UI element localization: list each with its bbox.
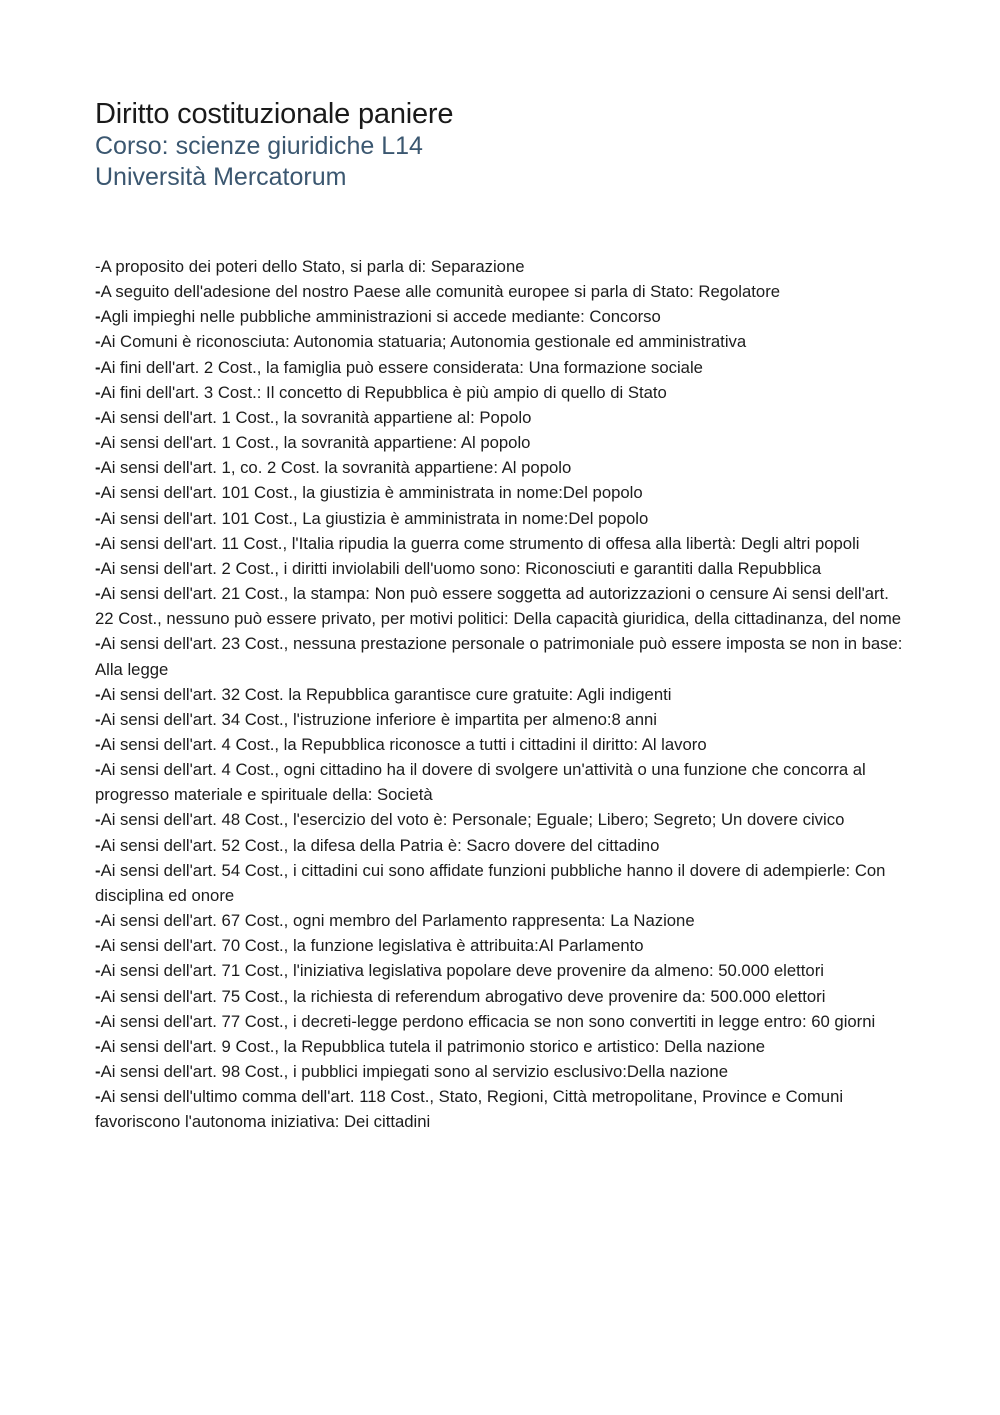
entry-text: Ai sensi dell'art. 21 Cost., la stampa: Non può essere soggetta ad autorizzazioni o censure Ai sensi dell'art. 22 Cost., nessuno può essere privato, per motivi politici: Della capacità giuridica, della cittadinanza, del nome [95, 584, 902, 629]
list-item [95, 1084, 907, 1134]
entry-dash: - [95, 584, 101, 604]
entry-dash: - [95, 684, 101, 704]
entry-text: Ai sensi dell'art. 98 Cost., i pubblici impiegati sono al servizio esclusivo:Della nazione [100, 1062, 728, 1081]
entry-text: Ai sensi dell'art. 4 Cost., la Repubblica riconosce a tutti i cittadini il diritto: Al lavoro [100, 734, 707, 754]
list-item [95, 581, 907, 631]
entry-text: A seguito dell'adesione del nostro Paese alle comunità europee si parla di Stato: Regolatore [100, 282, 781, 302]
entry-dash: - [95, 257, 101, 276]
entry-dash: - [95, 1011, 101, 1031]
list-item [95, 933, 907, 958]
list-item [95, 1059, 907, 1084]
entry-text: Ai sensi dell'art. 48 Cost., l'esercizio del voto è: Personale; Eguale; Libero; Segreto; Un dovere civico [100, 810, 845, 830]
entry-dash: - [95, 458, 101, 478]
entry-dash: - [95, 760, 101, 780]
entry-text: Ai sensi dell'art. 54 Cost., i cittadini cui sono affidate funzioni pubbliche hanno il dovere di adempierle: Con disciplina ed onore [95, 860, 886, 905]
entry-dash: - [95, 282, 101, 302]
entry-dash: - [95, 558, 101, 578]
entry-dash: - [95, 835, 101, 855]
list-item [95, 707, 907, 732]
entry-text: Ai sensi dell'art. 1 Cost., la sovranità appartiene: Al popolo [100, 433, 531, 453]
list-item [95, 958, 907, 983]
entry-text: Ai sensi dell'art. 32 Cost. la Repubblica garantisce cure gratuite: Agli indigenti [100, 684, 672, 704]
list-item [95, 506, 907, 531]
entry-text: Ai sensi dell'art. 101 Cost., La giustizia è amministrata in nome:Del popolo [100, 508, 649, 528]
list-item [95, 807, 907, 832]
entry-dash: - [95, 709, 101, 729]
document-title: Diritto costituzionale paniere [95, 98, 454, 130]
list-item [95, 908, 907, 933]
entry-dash: - [95, 533, 101, 553]
list-item [95, 1034, 907, 1059]
question-answer-list [95, 254, 907, 1134]
entry-dash: - [95, 508, 101, 528]
entry-text: Ai fini dell'art. 2 Cost., la famiglia può essere considerata: Una formazione sociale [100, 357, 703, 377]
list-item [95, 682, 907, 707]
course-subtitle: Corso: scienze giuridiche L14 [95, 132, 423, 160]
list-item [95, 304, 907, 329]
list-item [95, 833, 907, 858]
entry-text: Ai sensi dell'art. 70 Cost., la funzione legislativa è attribuita:Al Parlamento [100, 936, 644, 956]
entry-text: Ai sensi dell'art. 1 Cost., la sovranità appartiene al: Popolo [100, 407, 532, 427]
entry-text: Agli impieghi nelle pubbliche amministrazioni si accede mediante: Concorso [100, 307, 661, 327]
list-item [95, 254, 907, 279]
entry-text: Ai sensi dell'art. 1, co. 2 Cost. la sovranità appartiene: Al popolo [100, 458, 572, 478]
list-item [95, 1009, 907, 1034]
entry-dash: - [95, 634, 101, 654]
entry-text: Ai sensi dell'art. 71 Cost., l'iniziativa legislativa popolare deve provenire da almeno: 50.000 elettori [100, 961, 824, 981]
entry-text: Ai sensi dell'art. 75 Cost., la richiesta di referendum abrogativo deve provenire da: 500.000 elettori [100, 986, 826, 1006]
list-item [95, 279, 907, 304]
entry-dash: - [95, 483, 101, 503]
list-item [95, 480, 907, 505]
entry-dash: - [95, 734, 101, 754]
entry-dash: - [95, 936, 101, 956]
entry-dash: - [95, 860, 101, 880]
list-item [95, 329, 907, 354]
list-item [95, 430, 907, 455]
list-item [95, 405, 907, 430]
document-header [95, 97, 915, 193]
entry-text: Ai sensi dell'art. 101 Cost., la giustizia è amministrata in nome:Del popolo [100, 483, 643, 503]
entry-text: Ai sensi dell'ultimo comma dell'art. 118 Cost., Stato, Regioni, Città metropolitane, Province e Comuni favoriscono l'autonoma iniziativa: Dei cittadini [95, 1087, 844, 1132]
entry-dash: - [95, 357, 101, 377]
list-item [95, 732, 907, 757]
entry-dash: - [95, 911, 101, 931]
entry-text: Ai sensi dell'art. 11 Cost., l'Italia ripudia la guerra come strumento di offesa alla libertà: Degli altri popoli [100, 533, 860, 553]
entry-dash: - [95, 332, 101, 352]
entry-text: Ai sensi dell'art. 34 Cost., l'istruzione inferiore è impartita per almeno:8 anni [100, 709, 657, 729]
list-item [95, 455, 907, 480]
entry-dash: - [95, 1062, 101, 1081]
list-item [95, 556, 907, 581]
list-item [95, 757, 907, 807]
entry-text: Ai fini dell'art. 3 Cost.: Il concetto di Repubblica è più ampio di quello di Stato [100, 382, 667, 402]
list-item [95, 355, 907, 380]
list-item [95, 984, 907, 1009]
entry-dash: - [95, 986, 101, 1006]
list-item [95, 531, 907, 556]
entry-text: Ai sensi dell'art. 52 Cost., la difesa della Patria è: Sacro dovere del cittadino [100, 835, 660, 855]
entry-text: A proposito dei poteri dello Stato, si parla di: Separazione [100, 257, 525, 276]
entry-text: Ai Comuni è riconosciuta: Autonomia statuaria; Autonomia gestionale ed amministrativa [100, 332, 747, 352]
list-item [95, 858, 907, 908]
entry-dash: - [95, 961, 101, 981]
entry-dash: - [95, 407, 101, 427]
entry-text: Ai sensi dell'art. 4 Cost., ogni cittadino ha il dovere di svolgere un'attività o una funzione che concorra al progresso materiale e spirituale della: Società [95, 760, 866, 805]
entry-text: Ai sensi dell'art. 67 Cost., ogni membro del Parlamento rappresenta: La Nazione [100, 911, 695, 931]
entry-dash: - [95, 433, 101, 453]
university-subtitle: Università Mercatorum [95, 163, 347, 191]
entry-dash: - [95, 1087, 101, 1107]
entry-text: Ai sensi dell'art. 9 Cost., la Repubblica tutela il patrimonio storico e artistico: Della nazione [100, 1036, 766, 1056]
entry-dash: - [95, 307, 101, 327]
entry-text: Ai sensi dell'art. 77 Cost., i decreti-legge perdono efficacia se non sono convertiti in legge entro: 60 giorni [100, 1011, 876, 1031]
list-item [95, 631, 907, 681]
list-item [95, 380, 907, 405]
entry-text: Ai sensi dell'art. 23 Cost., nessuna prestazione personale o patrimoniale può essere imposta se non in base: Alla legge [95, 634, 903, 679]
entry-dash: - [95, 382, 101, 402]
entry-text: Ai sensi dell'art. 2 Cost., i diritti inviolabili dell'uomo sono: Riconosciuti e garantiti dalla Repubblica [100, 558, 822, 578]
entry-dash: - [95, 1036, 101, 1056]
entry-dash: - [95, 810, 101, 830]
